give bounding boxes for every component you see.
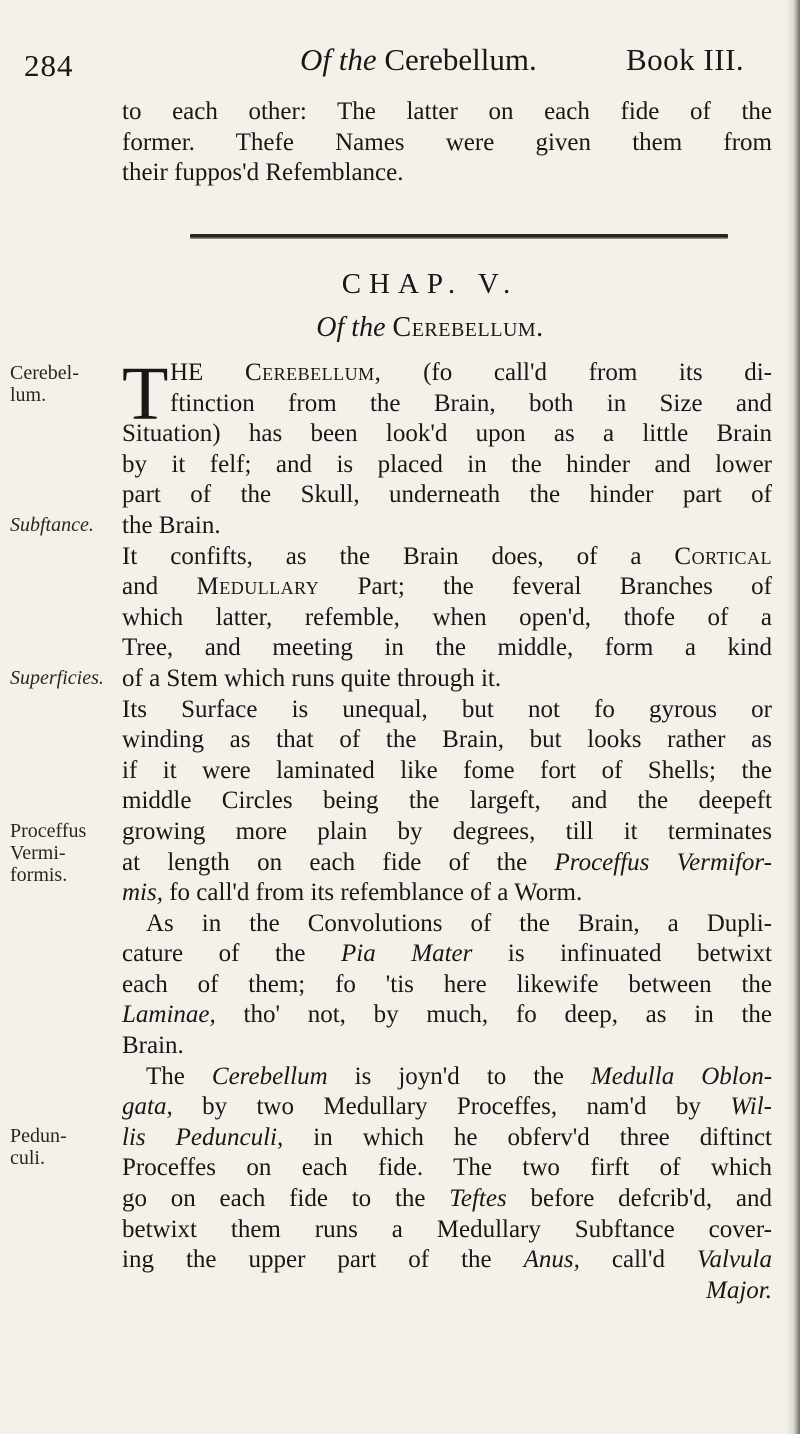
text-line: It confifts, as the Brain does, of a Cortical — [122, 542, 772, 570]
text-line: to each other: The latter on each fide of the — [122, 98, 772, 125]
text-line: if it were laminated like fome fort of Shells; the — [122, 756, 772, 784]
text-line: Proceffes on each fide. The two firft of which — [122, 1154, 772, 1182]
text-line: the Brain. — [122, 511, 221, 539]
chapter-heading: CHAP. V. — [341, 268, 519, 300]
text-line: Brain. — [122, 1032, 184, 1060]
margin-note-superficies: Superficies. — [10, 667, 104, 689]
text-line: lis Pedunculi, in which he obferv'd three diftinct — [122, 1123, 772, 1151]
text-line: middle Circles being the largeft, and the deepeft — [122, 787, 772, 815]
text-line: Major. — [706, 1276, 772, 1304]
text-line: Its Surface is unequal, but not fo gyrous or — [122, 695, 772, 723]
page-number: 284 — [24, 48, 74, 83]
text-line: As in the Convolutions of the Brain, a Dupli- — [146, 909, 772, 937]
text-line: go on each fide to the Teftes before defcrib'd, and — [122, 1185, 772, 1213]
text-line: by it felf; and is placed in the hinder and lower — [122, 450, 772, 478]
text-line: at length on each fide of the Proceffus Vermifor- — [122, 848, 772, 876]
text-line: Tree, and meeting in the middle, form a kind — [122, 634, 772, 662]
text-line: betwixt them runs a Medullary Subftance cover- — [122, 1215, 772, 1243]
page-edge-shadow — [786, 0, 800, 1434]
text-line: of a Stem which runs quite through it. — [122, 664, 502, 692]
section-divider — [190, 234, 728, 239]
text-line: part of the Skull, underneath the hinder part of — [122, 481, 772, 509]
text-line: and Medullary Part; the feveral Branches of — [122, 573, 772, 601]
margin-note-pedunculi: Pedun- culi. — [10, 1125, 67, 1169]
margin-note-processus: Proceffus Vermi- formis. — [10, 820, 87, 886]
text-line: winding as that of the Brain, but looks rather as — [122, 726, 772, 754]
text-line: ing the upper part of the Anus, call'd Valvula — [122, 1246, 772, 1274]
text-line: cature of the Pia Mater is infinuated betwixt — [122, 940, 772, 968]
margin-note-substance: Subftance. — [10, 514, 94, 536]
text-line: HE Cerebellum, (fo call'd from its di- — [170, 359, 772, 386]
margin-note-cerebellum: Cerebel- lum. — [10, 362, 79, 406]
book-reference: Book III. — [626, 42, 745, 77]
text-line: Laminae, tho' not, by much, fo deep, as in the — [122, 1001, 772, 1029]
text-line: gata, by two Medullary Proceffes, nam'd by Wil- — [122, 1093, 772, 1121]
text-line: their fuppos'd Refemblance. — [122, 159, 404, 187]
text-line: The Cerebellum is joyn'd to the Medulla Oblon- — [146, 1062, 772, 1090]
intro-paragraph — [122, 97, 772, 189]
text-line: Situation) has been look'd upon as a little Brain — [122, 420, 772, 448]
text-line: former. Thefe Names were given them from — [122, 128, 772, 156]
running-title: Of the Cerebellum. — [300, 42, 537, 77]
chapter-subtitle: Of the Cerebellum. — [316, 312, 544, 343]
chapter-body — [122, 352, 772, 1306]
running-header — [0, 42, 800, 92]
text-line: growing more plain by degrees, till it terminates — [122, 817, 772, 845]
text-line: ftinction from the Brain, both in Size and — [170, 389, 772, 417]
text-line: mis, fo call'd from its refemblance of a Worm. — [122, 879, 583, 907]
drop-cap: T — [122, 352, 169, 436]
text-line: each of them; fo 'tis here likewife between the — [122, 970, 772, 998]
text-line: which latter, refemble, when open'd, thofe of a — [122, 603, 772, 631]
